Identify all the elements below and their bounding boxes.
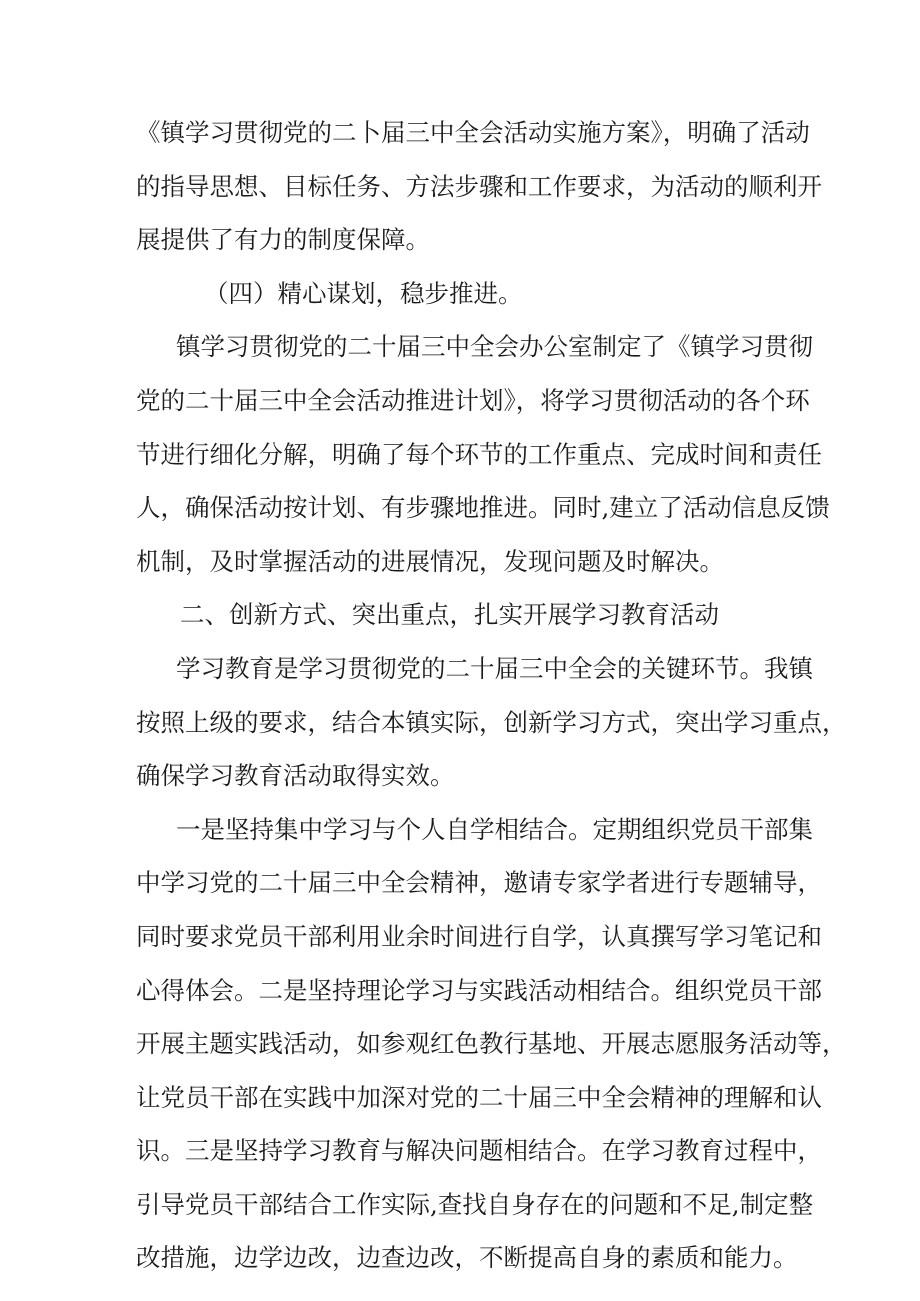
text-line: 党的二十届三中全会活动推进计划》，将学习贯彻活动的各个环 — [136, 385, 810, 415]
heading-line: 二、创新方式、突出重点，扎实开展学习教育活动 — [180, 600, 719, 630]
section-heading-two — [136, 588, 790, 642]
text-line: 镇学习贯彻党的二十届三中全会办公室制定了《镇学习贯彻 — [176, 332, 813, 362]
text-line: 改措施，边学边改，边查边改，不断提高自身的素质和能力。 — [136, 1243, 798, 1273]
text-line: 机制，及时掌握活动的进展情况，发现问题及时解决。 — [136, 546, 724, 576]
text-line: 人，确保活动按计划、有步骤地推进。同时,建立了活动信息反馈 — [136, 493, 830, 523]
text-line: 《镇学习贯彻党的二卜届三中全会活动实施方案》，明确了活动 — [136, 118, 810, 147]
document-body — [136, 106, 847, 1285]
paragraph-promotion-plan — [136, 320, 830, 588]
paragraph-plan-continuation — [136, 106, 822, 267]
text-line: 的指导思想、目标任务、方法步骤和工作要求，为活动的顺利开 — [136, 171, 822, 201]
text-line: 识。三是坚持学习教育与解决问题相结合。在学习教育过程中， — [136, 1136, 822, 1166]
text-line: 节进行细化分解，明确了每个环节的工作重点、完成时间和责任 — [136, 439, 822, 469]
text-line: 一是坚持集中学习与个人自学相结合。定期组织党员干部集 — [176, 814, 813, 844]
text-line: 同时要求党员干部利用业余时间进行自学，认真撰写学习笔记和 — [136, 921, 822, 951]
text-line: 让党员干部在实践中加深对党的二十届三中全会精神的理解和认 — [136, 1082, 822, 1112]
paragraph-study-methods — [136, 803, 847, 1285]
text-line: 引导党员干部结合工作实际,查找自身存在的问题和不足,制定整 — [136, 1189, 814, 1219]
paragraph-study-intro — [136, 642, 847, 803]
text-line: 中学习党的二十届三中全会精神，邀请专家学者进行专题辅导， — [136, 868, 822, 898]
text-line: 按照上级的要求，结合本镇实际，创新学习方式，突出学习重点， — [136, 707, 847, 737]
text-line: 开展主题实践活动，如参观红色教行基地、开展志愿服务活动等， — [136, 1029, 847, 1059]
text-line: 心得体会。二是坚持理论学习与实践活动相结合。组织党员干部 — [136, 975, 822, 1005]
text-line: 展提供了有力的制度保障。 — [136, 225, 430, 255]
text-line: 确保学习教育活动取得实效。 — [136, 761, 455, 791]
section-heading-four — [136, 267, 790, 321]
text-line: 学习教育是学习贯彻党的二十届三中全会的关键环节。我镇 — [176, 653, 813, 683]
heading-line: （四）精心谋划，稳步推进。 — [204, 278, 523, 308]
